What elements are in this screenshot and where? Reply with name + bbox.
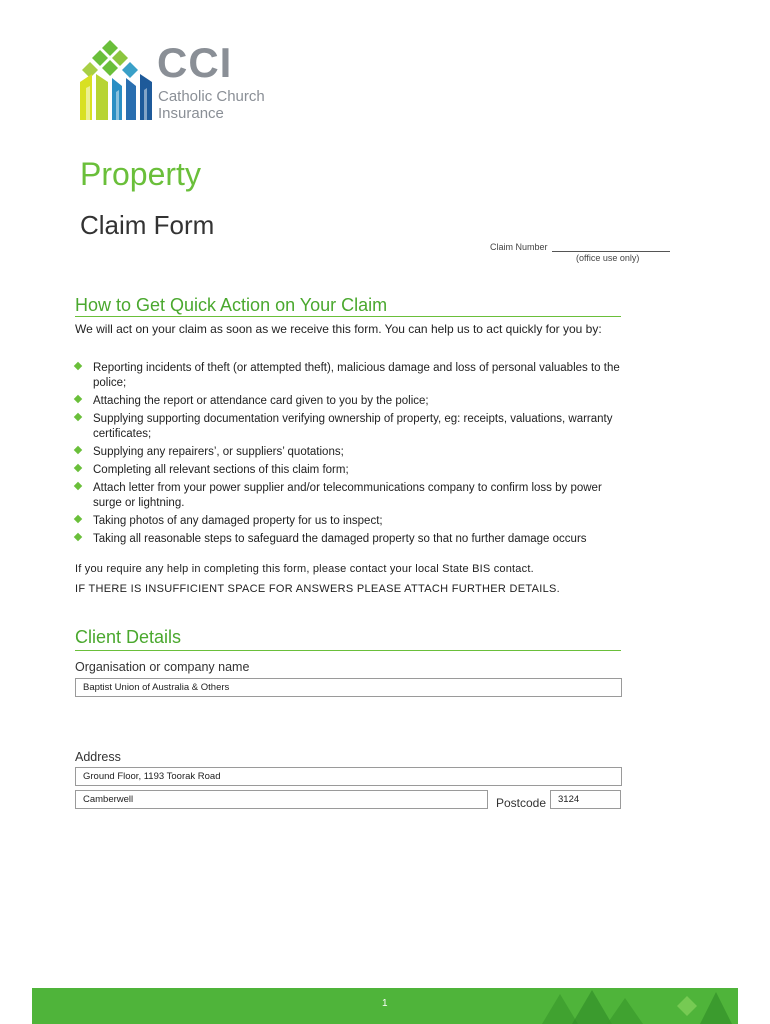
help-text: If you require any help in completing this form, please contact your local State BIS contact. — [75, 563, 534, 575]
org-name-label: Organisation or company name — [75, 660, 250, 674]
insufficient-space-note: IF THERE IS INSUFFICIENT SPACE FOR ANSWERS PLEASE ATTACH FURTHER DETAILS. — [75, 583, 560, 595]
diamond-bullet-icon — [74, 362, 82, 370]
diamond-bullet-icon — [74, 446, 82, 454]
list-item: Taking photos of any damaged property for us to inspect; — [75, 514, 620, 529]
quick-action-heading: How to Get Quick Action on Your Claim — [75, 295, 388, 315]
page-number: 1 — [382, 998, 388, 1009]
client-details-heading: Client Details — [75, 627, 182, 647]
page-subtitle: Claim Form — [80, 210, 215, 240]
address-line2-value: Camberwell — [83, 794, 134, 805]
list-item: Attaching the report or attendance card given to you by the police; — [75, 394, 620, 409]
section-divider — [75, 650, 621, 651]
address-label: Address — [75, 750, 121, 764]
postcode-value: 3124 — [558, 794, 580, 805]
logo-name-line1: Catholic Church — [158, 88, 265, 105]
org-name-field[interactable] — [75, 678, 622, 697]
claim-number-field[interactable] — [552, 251, 670, 252]
list-item: Attach letter from your power supplier and/or telecommunications company to confirm loss by power surge or lightning. — [75, 481, 620, 511]
logo-name-line2: Insurance — [158, 105, 224, 122]
diamond-bullet-icon — [74, 515, 82, 523]
diamond-bullet-icon — [74, 395, 82, 403]
address-line1-value: Ground Floor, 1193 Toorak Road — [83, 771, 221, 782]
diamond-bullet-icon — [74, 464, 82, 472]
list-item: Supplying any repairers’, or suppliers’ quotations; — [75, 445, 620, 460]
list-item: Reporting incidents of theft (or attempted theft), malicious damage and loss of personal valuables to the police; — [75, 361, 620, 391]
quick-action-list — [75, 361, 620, 550]
quick-action-intro: We will act on your claim as soon as we receive this form. You can help us to act quickly for you by: — [75, 322, 602, 336]
logo-wordmark: CCI — [157, 39, 233, 86]
postcode-label: Postcode — [496, 796, 547, 810]
list-item: Completing all relevant sections of this claim form; — [75, 463, 620, 478]
diamond-bullet-icon — [74, 482, 82, 490]
org-name-value: Baptist Union of Australia & Others — [83, 682, 230, 693]
claim-number-label: Claim Number — [490, 242, 548, 252]
diamond-bullet-icon — [74, 413, 82, 421]
claim-number-note: (office use only) — [576, 253, 640, 263]
page-title: Property — [80, 156, 201, 192]
address-line2-field[interactable] — [75, 790, 488, 809]
list-item: Supplying supporting documentation verifying ownership of property, eg: receipts, valuations, warranty certificates; — [75, 412, 620, 442]
address-line1-field[interactable] — [75, 767, 622, 786]
list-item: Taking all reasonable steps to safeguard the damaged property so that no further damage occurs — [75, 532, 620, 547]
diamond-bullet-icon — [74, 533, 82, 541]
postcode-field[interactable] — [550, 790, 621, 809]
section-divider — [75, 316, 621, 317]
